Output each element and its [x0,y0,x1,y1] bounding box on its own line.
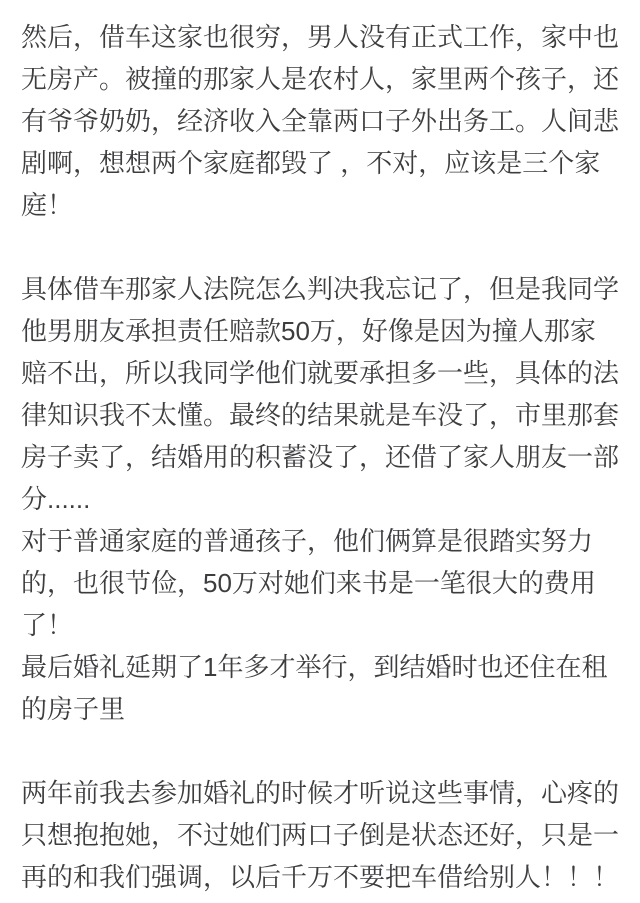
text-line: 具体借车那家人法院怎么判决我忘记了，但是我同学 [21,274,620,304]
text-line: 的，也很节俭，50万对她们来书是一笔很大的费用 [21,568,596,598]
text-line: 剧啊，想想两个家庭都毁了 ，不对，应该是三个家 [21,148,601,178]
text-line: 无房产。被撞的那家人是农村人，家里两个孩子，还 [21,64,620,94]
text-line: 了！ [21,610,74,640]
text-line: 的房子里 [21,694,126,724]
paragraph-1 [21,16,619,226]
text-line: 然后，借车这家也很穷，男人没有正式工作，家中也 [21,22,620,52]
text-line: 律知识我不太懂。最终的结果就是车没了，市里那套 [21,400,620,430]
text-line: 对于普通家庭的普通孩子，他们俩算是很踏实努力 [21,526,594,556]
text-line: 分...... [21,484,91,514]
paragraph-4 [21,646,619,730]
text-line: 两年前我去参加婚礼的时候才听说这些事情，心疼的 [21,778,620,808]
text-line: 房子卖了，结婚用的积蓄没了，还借了家人朋友一部 [21,442,620,472]
text-line: 赔不出，所以我同学他们就要承担多一些，具体的法 [21,358,620,388]
text-line: 有爷爷奶奶，经济收入全靠两口子外出务工。人间悲 [21,106,620,136]
text-line: 再的和我们强调，以后千万不要把车借给别人！！！ [21,862,620,892]
text-line: 他男朋友承担责任赔款50万，好像是因为撞人那家 [21,316,596,346]
text-line: 最后婚礼延期了1年多才举行，到结婚时也还住在租 [21,652,608,682]
paragraph-5 [21,772,619,898]
text-line: 只想抱抱她，不过她们两口子倒是状态还好，只是一 [21,820,620,850]
paragraph-3 [21,520,619,646]
paragraph-2 [21,268,619,520]
text-line: 庭！ [21,190,74,220]
